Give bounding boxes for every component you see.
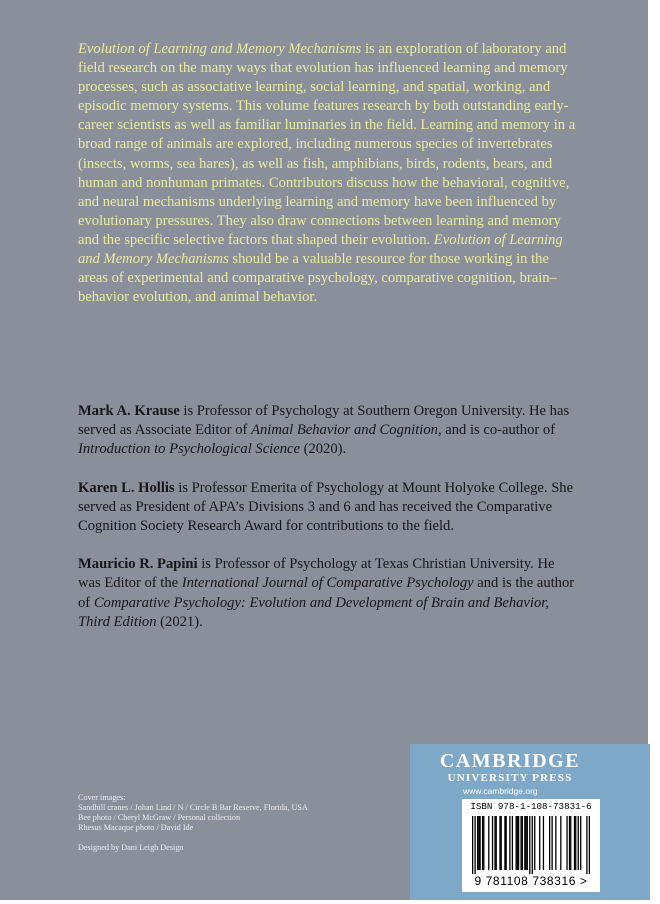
barcode-bar	[515, 816, 516, 870]
publisher-block	[410, 744, 650, 900]
credits-heading: Cover images:	[78, 793, 126, 802]
barcode-bar	[522, 816, 523, 870]
barcode-bar	[477, 816, 478, 870]
barcode-bar	[566, 816, 567, 870]
barcode-bar	[472, 816, 473, 874]
author-bio-hollis	[78, 479, 578, 537]
author-bios	[78, 402, 578, 651]
book-title-italic: Evolution of Learning and Memory Mechanisms	[78, 231, 563, 268]
book-description	[78, 40, 578, 307]
barcode-bar	[574, 816, 575, 870]
book-title: Comparative Psychology: Evolution and Development of Brain and Behavior, Third Edition	[78, 594, 549, 630]
book-title-italic: Evolution of Learning and Memory Mechanisms	[78, 41, 362, 57]
barcode-bar	[589, 816, 590, 874]
journal-title: International Journal of Comparative Psychology	[181, 575, 474, 592]
barcode-bar	[532, 816, 533, 874]
description-text: is an exploration of laboratory and field research on the many ways that evolution has influenced learning and memory processes, such as associative learning, social learning, and spatial, working, and episodic memory systems. This volume features research by both outstanding early-career scientists as well as familiar luminaries in the field. Learning and memory in a broad range of animals are explored, including numerous species of invertebrates (insects, worms, sea hares), as well as fish, amphibians, birds, rodents, bears, and human and nonhuman primates. Contributors discuss how the behavioral, cognitive, and neural mechanisms underlying learning and memory have been influenced by evolutionary pressures. They also draw connections between learning and memory and the specific selective factors that shaped their evolution.	[78, 41, 576, 248]
barcode-digits: 9 781108 738316 >	[474, 874, 588, 888]
barcode-bar	[478, 816, 479, 870]
barcode-bar	[543, 816, 544, 870]
barcode-bar	[509, 816, 510, 870]
bio-text: (2021).	[156, 613, 203, 630]
bio-text: , and is co-author of	[437, 422, 556, 439]
barcode-bar	[474, 816, 475, 874]
barcode-bar	[506, 816, 507, 870]
publisher-name: CAMBRIDGE	[439, 750, 581, 772]
barcode-bar	[580, 816, 581, 870]
author-name: Mauricio R. Papini	[78, 556, 198, 573]
barcode-bar	[479, 816, 480, 870]
barcode-bar	[570, 816, 571, 870]
barcode-bar	[586, 816, 587, 874]
barcode-bar	[578, 816, 579, 870]
isbn-barcode-panel	[462, 799, 600, 892]
barcode-bar	[499, 816, 500, 870]
author-name: Mark A. Krause	[78, 403, 180, 419]
barcode-icon	[472, 816, 590, 874]
barcode-bar	[539, 816, 540, 870]
bio-text: and is the author of	[78, 575, 575, 611]
bio-text: is Professor of Psychology at Southern Oregon University. He has served as Associate Editor of	[78, 403, 570, 439]
barcode-bar	[520, 816, 521, 870]
description-text: should be a valuable resource for those working in the areas of experimental and comparative psychology, comparative cognition, brain–behavior evolution, and animal behavior.	[78, 251, 557, 306]
barcode-bar	[482, 816, 483, 870]
barcode-bar	[518, 816, 519, 870]
barcode-bar	[549, 816, 550, 870]
barcode-bar	[560, 816, 561, 870]
publisher-subtitle: UNIVERSITY PRESS	[447, 772, 573, 784]
barcode-bar	[529, 816, 530, 874]
barcode-bar	[517, 816, 518, 870]
barcode-bar	[575, 816, 576, 870]
journal-title: Animal Behavior and Cognition	[251, 422, 438, 439]
barcode-bar	[504, 816, 505, 870]
isbn-label: ISBN 978-1-108-73831-6	[470, 801, 592, 812]
bio-text: is Professor Emerita of Psychology at Mount Holyoke College. She served as President of APA’s Divisions 3 and 6 and has received the Comparative Cognition Society Research Award for contributions to the field.	[78, 479, 574, 535]
barcode-bar	[527, 816, 528, 870]
cover-credits	[78, 793, 378, 853]
barcode-bar	[551, 816, 552, 870]
credit-line: Sandhill cranes / Johan Lind / N / Circle B Bar Reserve, Florida, USA	[78, 803, 308, 812]
barcode-bar	[555, 816, 556, 870]
designer-credit: Designed by Dani Leigh Design	[78, 843, 184, 852]
author-bio-krause	[78, 402, 578, 460]
barcode-bar	[501, 816, 502, 870]
credit-line: Rhesus Macaque photo / David Ide	[78, 823, 194, 832]
author-name: Karen L. Hollis	[78, 479, 175, 496]
barcode-bar	[496, 816, 497, 870]
barcode-bar	[483, 816, 484, 870]
barcode-bar	[488, 816, 489, 870]
barcode-bar	[525, 816, 526, 870]
barcode-bar	[569, 816, 570, 870]
barcode-bar	[534, 816, 535, 870]
bio-text: is Professor of Psychology at Texas Christian University. He was Editor of the	[78, 556, 555, 592]
barcode-bar	[492, 816, 493, 870]
credit-line: Bee photo / Cheryl McGraw / Personal collection	[78, 813, 241, 822]
barcode-bar	[512, 816, 513, 870]
barcode-bar	[524, 816, 525, 870]
book-title: Introduction to Psychological Science	[78, 441, 300, 458]
barcode-bar	[494, 816, 495, 870]
bio-text: (2020).	[299, 441, 347, 458]
publisher-url: www.cambridge.org	[463, 786, 538, 796]
author-bio-papini	[78, 555, 578, 632]
